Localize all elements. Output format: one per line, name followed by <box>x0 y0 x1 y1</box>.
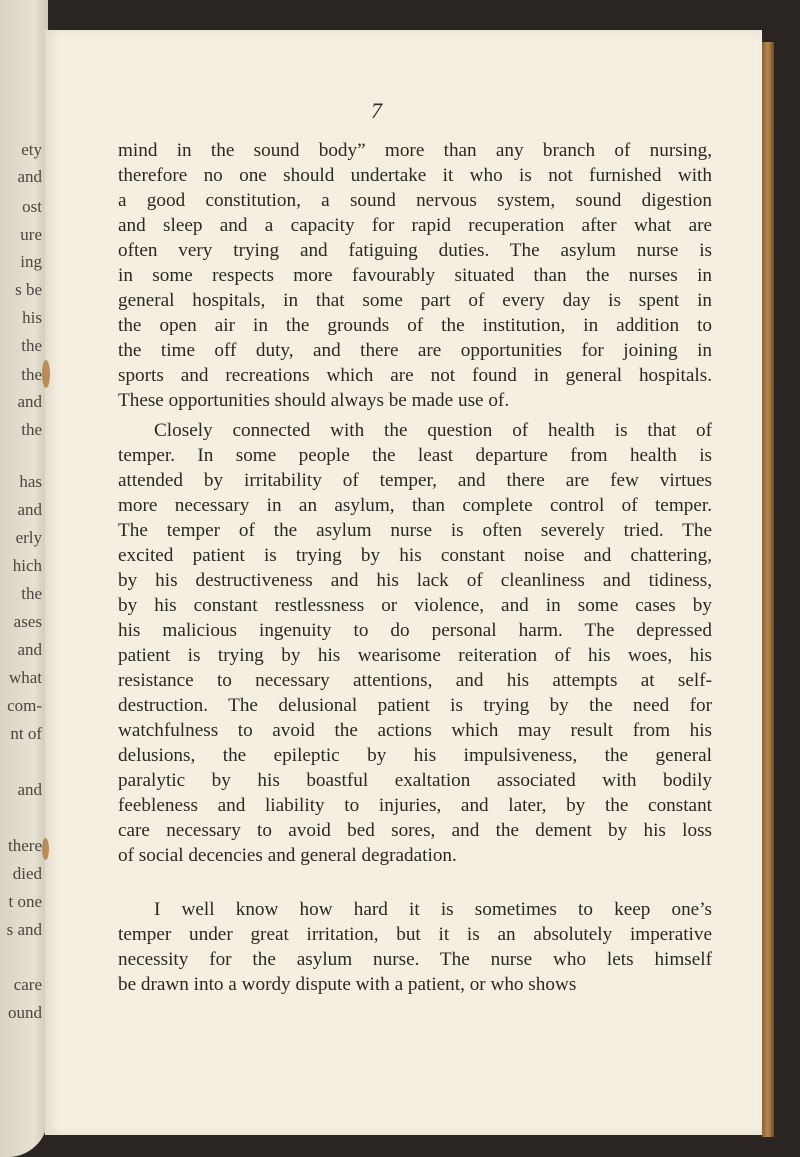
text-line: of social decencies and general degradation. <box>118 845 457 866</box>
page-number: 7 <box>371 98 382 123</box>
facing-page-text: nt of <box>10 724 42 743</box>
paragraph-3 <box>118 897 712 997</box>
facing-page-text: t one <box>8 892 42 911</box>
facing-page-text: the <box>21 584 42 603</box>
facing-page-text: ure <box>20 225 42 244</box>
text-line: temper. In some people the least departure from health is <box>118 445 712 466</box>
facing-page-text: erly <box>15 528 42 547</box>
facing-page-text: s and <box>6 920 42 939</box>
paragraph-2 <box>118 418 712 868</box>
text-line: a good constitution, a sound nervous system, sound digestion <box>118 190 712 211</box>
text-line: general hospitals, in that some part of every day is spent in <box>118 290 712 311</box>
text-line: temper under great irritation, but it is an absolutely imperative <box>118 924 712 945</box>
text-line: be drawn into a wordy dispute with a patient, or who shows <box>118 974 577 995</box>
text-line: care necessary to avoid bed sores, and the dement by his loss <box>118 820 712 841</box>
text-line: by his constant restlessness or violence, and in some cases by <box>118 595 712 616</box>
text-line: sports and recreations which are not found in general hospitals. <box>118 365 712 386</box>
text-line: destruction. The delusional patient is trying by the need for <box>118 695 712 716</box>
facing-page-text: and <box>17 640 42 659</box>
facing-page-text: there <box>8 836 42 855</box>
text-line: These opportunities should always be made use of. <box>118 390 510 411</box>
facing-page-text: his <box>22 308 42 327</box>
facing-page-text: ases <box>13 612 42 631</box>
text-line: patient is trying by his wearisome reiteration of his woes, his <box>118 645 712 666</box>
text-line: The temper of the asylum nurse is often severely tried. The <box>118 520 712 541</box>
facing-page-text: and <box>17 780 42 799</box>
facing-page-text: ound <box>8 1003 42 1022</box>
text-line: the open air in the grounds of the institution, in addition to <box>118 315 712 336</box>
facing-page-text: and <box>17 167 42 186</box>
facing-page-text: the <box>21 420 42 439</box>
facing-page-text: ety <box>21 140 42 159</box>
text-line: attended by irritability of temper, and there are few virtues <box>118 470 712 491</box>
text-line: feebleness and liability to injuries, and later, by the constant <box>118 795 712 816</box>
facing-page-text: died <box>12 864 42 883</box>
stain <box>42 360 50 388</box>
text-line: and sleep and a capacity for rapid recuperation after what are <box>118 215 712 236</box>
facing-page-text: has <box>19 472 42 491</box>
facing-page-text: s be <box>15 280 42 299</box>
text-line: necessity for the asylum nurse. The nurse who lets himself <box>118 949 712 970</box>
text-line: mind in the sound body” more than any branch of nursing, <box>118 140 712 161</box>
text-line: therefore no one should undertake it who is not furnished with <box>118 165 712 186</box>
facing-page-text: the <box>21 336 42 355</box>
facing-page-text: ost <box>22 197 42 216</box>
text-line: watchfulness to avoid the actions which may result from his <box>118 720 712 741</box>
text-line: excited patient is trying by his constant noise and chattering, <box>118 545 712 566</box>
facing-page-text: the <box>21 365 42 384</box>
text-line: often very trying and fatiguing duties. The asylum nurse is <box>118 240 712 261</box>
facing-page-text: what <box>8 668 42 687</box>
facing-page-text: ing <box>20 252 42 271</box>
text-line: his malicious ingenuity to do personal harm. The depressed <box>118 620 712 641</box>
facing-page-text: hich <box>12 556 42 575</box>
facing-page-text: com- <box>7 696 42 715</box>
text-line: I well know how hard it is sometimes to keep one’s <box>154 899 712 920</box>
facing-page-edge <box>0 0 48 1157</box>
text-line: paralytic by his boastful exaltation associated with bodily <box>118 770 712 791</box>
text-line: more necessary in an asylum, than complete control of temper. <box>118 495 712 516</box>
text-line: resistance to necessary attentions, and his attempts at self- <box>118 670 712 691</box>
text-line: delusions, the epileptic by his impulsiveness, the general <box>118 745 712 766</box>
facing-page-text: and <box>17 500 42 519</box>
facing-page-text: care <box>13 975 42 994</box>
paragraph-1 <box>118 138 712 413</box>
stain <box>42 838 49 860</box>
text-line: in some respects more favourably situated than the nurses in <box>118 265 712 286</box>
page-edge <box>762 42 774 1137</box>
text-line: by his destructiveness and his lack of cleanliness and tidiness, <box>118 570 712 591</box>
text-line: Closely connected with the question of health is that of <box>154 420 712 441</box>
facing-page-text: and <box>17 392 42 411</box>
text-line: the time off duty, and there are opportunities for joining in <box>118 340 712 361</box>
